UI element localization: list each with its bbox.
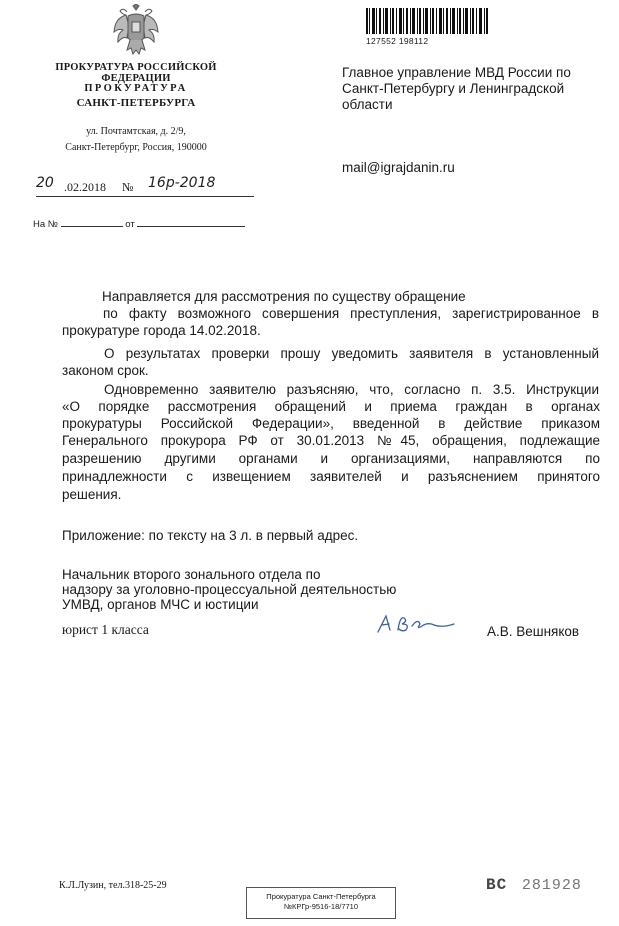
recipient-block <box>342 65 612 113</box>
signer-name: А.В. Вешняков <box>487 624 580 639</box>
attachment-note: Приложение: по тексту на 3 л. в первый адрес. <box>62 528 359 543</box>
registration-stamp <box>246 887 396 919</box>
body-p3-line2: «О порядке рассмотрения обращений и приема граждан в органах <box>62 399 600 414</box>
body-p3-line1: Одновременно заявителю разъясняю, что, согласно п. 3.5. Инструкции <box>104 382 599 397</box>
handwritten-signature <box>376 612 456 636</box>
body-p1-line1: Направляется для рассмотрения по существу обращение <box>102 289 466 304</box>
recipient-line1: Главное управление МВД России по <box>342 65 571 80</box>
signer-rank: юрист 1 класса <box>62 622 149 637</box>
serial-prefix: ВС <box>486 876 508 894</box>
recipient-email: mail@igrajdanin.ru <box>342 160 455 175</box>
sender-dept-line1: ПРОКУРАТУРА <box>84 83 188 94</box>
signer-position-line2: надзору за уголовно-процессуальной деятельностью <box>62 582 397 597</box>
barcode <box>366 8 488 34</box>
ref-ot-label: от <box>125 219 135 230</box>
body-p2-line2: законом срок. <box>62 363 149 378</box>
body-p3-line6: принадлежности с извещением заявителей и разъяснением принятого <box>62 469 600 484</box>
body-p2-line1: О результатах проверки прошу уведомить заявителя в установленный <box>104 346 599 361</box>
ref-na-label: На № <box>33 219 58 230</box>
recipient-line3: области <box>342 97 393 112</box>
date-day-handwritten: 20 <box>36 175 54 191</box>
serial-number: 281928 <box>521 877 582 894</box>
signer-position-line3: УМВД, органов МЧС и юстиции <box>62 597 259 612</box>
body-p3-line7: решения. <box>62 487 122 502</box>
barcode-number: 127552 198112 <box>366 36 429 46</box>
date-month-year: .02.2018 <box>64 180 106 194</box>
sender-org: ПРОКУРАТУРА РОССИЙСКОЙ ФЕДЕРАЦИИ <box>55 62 217 84</box>
number-handwritten: 16р-2018 <box>148 175 216 191</box>
body-p1-line3: прокуратуре города 14.02.2018. <box>62 323 261 338</box>
executor-contact: К.Л.Лузин, тел.318-25-29 <box>59 880 167 891</box>
reference-line <box>33 218 245 230</box>
body-p3-line4: Генерального прокурора РФ от 30.01.2013 №45, обращения, подлежащие <box>62 433 600 448</box>
stamp-line1: Прокуратура Санкт-Петербурга <box>266 892 376 901</box>
body-p1-line2: по факту возможного совершения преступления, зарегистрированное в <box>103 306 599 321</box>
recipient-line2: Санкт-Петербургу и Ленинградской <box>342 81 565 96</box>
body-p3-line5: разрешению другими органами и организациями, направляются по <box>62 451 600 466</box>
sender-address-line1: ул. Почтамтская, д. 2/9, <box>86 126 186 137</box>
sender-address-line2: Санкт-Петербург, Россия, 190000 <box>65 142 207 153</box>
body-p3-line3: прокуратуры Российской Федерации», введенной в действие приказом <box>62 416 600 431</box>
signer-position-line1: Начальник второго зонального отдела по <box>62 567 321 582</box>
stamp-line2: №КРГр-9516-18/7710 <box>283 902 359 911</box>
date-number-line <box>36 175 254 197</box>
sender-dept-line2: САНКТ-ПЕТЕРБУРГА <box>76 97 196 109</box>
form-serial <box>486 876 582 894</box>
number-label: № <box>122 180 134 194</box>
coat-of-arms-emblem <box>113 4 159 58</box>
